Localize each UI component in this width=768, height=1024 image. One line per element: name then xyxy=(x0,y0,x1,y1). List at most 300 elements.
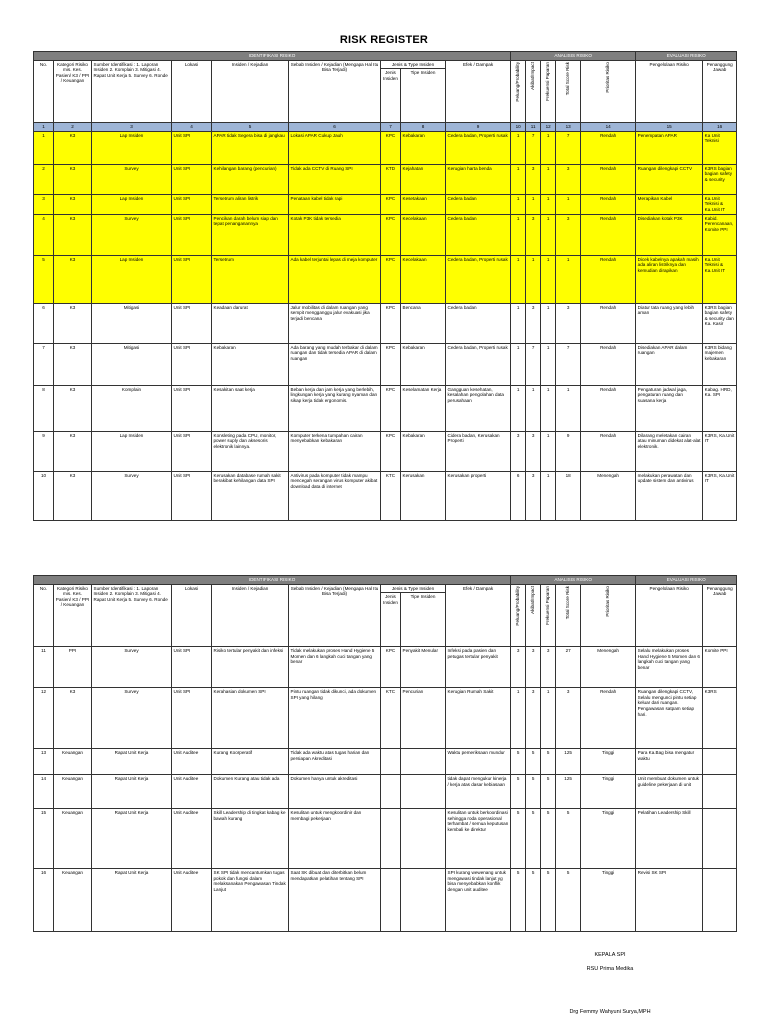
cell-pr: Rendah xyxy=(581,214,636,255)
cell-kat: Keuangan xyxy=(54,775,92,809)
cell-s: 125 xyxy=(556,775,581,809)
column-number: 9 xyxy=(446,123,511,132)
cell-pg: Para Ka.Bag bisa mengatur waktu xyxy=(636,749,703,775)
column-number: 1 xyxy=(34,123,54,132)
cell-lok: Unit SPI xyxy=(172,343,212,385)
cell-pg: Unit membuat dokumen untuk guideline pekerjaan di unit xyxy=(636,775,703,809)
cell-kat: K3 xyxy=(54,255,92,303)
cell-no: 10 xyxy=(34,471,54,520)
header-source: Sumber Identifikasi : 1. Laporan Insiden 2. Komplain 3. Mitigasi 4. Rapat Unit Kerja 5. Survey 6. Ronde xyxy=(92,584,172,647)
cell-pg: Pelatihan Leadership Skill xyxy=(636,809,703,869)
cell-s: 3 xyxy=(556,688,581,749)
table-row xyxy=(34,194,737,214)
header-no: No. xyxy=(34,584,54,647)
header-cause: Sebab Insiden / Kejadian (Mengapa Hal Itu Bisa Terjadi) xyxy=(289,584,381,647)
cell-pj: Kabag. HRD, Ka. SPI xyxy=(703,385,737,431)
cell-src: Rapat Unit Kerja xyxy=(92,809,172,869)
column-number: 8 xyxy=(401,123,446,132)
cell-lok: Unit SPI xyxy=(172,303,212,343)
header-impact-label: Akibat/Impact xyxy=(530,585,536,614)
header-frequency-label: Frekuensi Paparan xyxy=(545,585,551,625)
cell-p: 1 xyxy=(511,164,526,194)
cell-no: 2 xyxy=(34,164,54,194)
cell-pj: K3RS, Ka.Unit IT xyxy=(703,431,737,471)
cell-jenis: KPC xyxy=(381,131,401,164)
cell-ins: Kehilangan barang (pencurian) xyxy=(212,164,289,194)
column-number: 16 xyxy=(703,123,737,132)
cell-s: 3 xyxy=(556,214,581,255)
column-number: 11 xyxy=(526,123,541,132)
cell-a: 5 xyxy=(526,869,541,932)
cell-no: 1 xyxy=(34,131,54,164)
cell-s: 1 xyxy=(556,255,581,303)
cell-ins: Keadaan darurat xyxy=(212,303,289,343)
table-row xyxy=(34,869,737,932)
cell-jenis: KPC xyxy=(381,343,401,385)
cell-kat: K3 xyxy=(54,385,92,431)
cell-efek: Kerugian harta benda xyxy=(446,164,511,194)
cell-s: 18 xyxy=(556,471,581,520)
column-number: 13 xyxy=(556,123,581,132)
cell-f: 1 xyxy=(541,385,556,431)
cell-pg: Ruangan dilengkapi CCTV xyxy=(636,164,703,194)
header-pic: Penanggung Jawab xyxy=(703,60,737,123)
cell-efek: Infeksi pada pasien dan petugas tertular penyakit xyxy=(446,647,511,688)
page-title: RISK REGISTER xyxy=(339,34,429,46)
cell-f: 1 xyxy=(541,303,556,343)
cell-efek: Waktu pemeriksaan mundur xyxy=(446,749,511,775)
cell-f: 1 xyxy=(541,431,556,471)
cell-f: 1 xyxy=(541,194,556,214)
cell-p: 5 xyxy=(511,869,526,932)
header-incident: Insiden / Kejadian xyxy=(212,60,289,123)
cell-jenis: KPC xyxy=(381,255,401,303)
cell-a: 3 xyxy=(526,647,541,688)
header-subtype: Tipe Insiden xyxy=(401,593,446,647)
column-number: 10 xyxy=(511,123,526,132)
cell-jenis: KPC xyxy=(381,214,401,255)
cell-efek: SPI kurang wewenang untuk mengawasi tindak lanjut yg bisa menyebabkan konflik dengan unit auditee xyxy=(446,869,511,932)
cell-src: Mitigasi xyxy=(92,343,172,385)
cell-p: 1 xyxy=(511,688,526,749)
cell-no: 16 xyxy=(34,869,54,932)
cell-p: 1 xyxy=(511,131,526,164)
signature-org: RSU Prima Medika xyxy=(586,966,634,972)
cell-kat: K3 xyxy=(54,214,92,255)
cell-efek: Cedera badan, Properti rusak xyxy=(446,343,511,385)
cell-pg: melakukan perawatan dan update sistem dan antivirus xyxy=(636,471,703,520)
cell-lok: Unit Auditee xyxy=(172,749,212,775)
table-row xyxy=(34,164,737,194)
cell-p: 5 xyxy=(511,775,526,809)
cell-pr: Rendah xyxy=(581,688,636,749)
cell-efek: Kerusakan properti xyxy=(446,471,511,520)
cell-a: 1 xyxy=(526,194,541,214)
risk-register-table-1 xyxy=(33,51,737,521)
cell-f: 5 xyxy=(541,749,556,775)
cell-src: Mitigasi xyxy=(92,303,172,343)
cell-pj: Kabid. Perencanaan, Komite PPI xyxy=(703,214,737,255)
section-evaluation: EVALUASI RISIKO xyxy=(636,52,737,61)
table-row xyxy=(34,688,737,749)
cell-sebab: Tidak melakukan proses Hand Hygiene 5 Momen dan 6 langkah cuci tangan yang benar xyxy=(289,647,381,688)
header-probability xyxy=(511,584,526,647)
cell-ins: Kesakitan saat kerja xyxy=(212,385,289,431)
cell-sebab: Lokasi APAR Cukup Jauh xyxy=(289,131,381,164)
column-number: 6 xyxy=(289,123,381,132)
cell-pg: Selalu melakukan proses Hand Hygiene 5 Momen dan 6 langkah cuci tangan yang benar xyxy=(636,647,703,688)
cell-jenis xyxy=(381,775,401,809)
cell-s: 5 xyxy=(556,869,581,932)
cell-efek: Kerugian Rumah Sakit xyxy=(446,688,511,749)
column-header-row xyxy=(34,584,737,593)
cell-efek: Cidera badan, Kerusakan Properti xyxy=(446,431,511,471)
header-type: Jenis Insiden xyxy=(381,593,401,647)
cell-jenis: KTD xyxy=(381,164,401,194)
cell-a: 5 xyxy=(526,809,541,869)
header-management: Pengelolaan Risiko xyxy=(636,584,703,647)
table-row xyxy=(34,471,737,520)
table-row xyxy=(34,749,737,775)
cell-f: 1 xyxy=(541,131,556,164)
cell-a: 3 xyxy=(526,214,541,255)
cell-pj xyxy=(703,749,737,775)
cell-s: 1 xyxy=(556,194,581,214)
cell-lok: Unit SPI xyxy=(172,194,212,214)
cell-s: 7 xyxy=(556,131,581,164)
cell-a: 5 xyxy=(526,749,541,775)
section-analysis: ANALISIS RISIKO xyxy=(511,52,636,61)
cell-sebab: Kotak P3K tidak tersedia xyxy=(289,214,381,255)
header-type: Jenis Insiden xyxy=(381,69,401,123)
cell-no: 13 xyxy=(34,749,54,775)
cell-src: Lap Insiden xyxy=(92,255,172,303)
header-category: Kategori Risiko mis. Kes. Pasien/ K3 / PPI / Keuangan xyxy=(54,584,92,647)
cell-tipe: Penyakit Menular xyxy=(401,647,446,688)
table-row xyxy=(34,647,737,688)
cell-kat: K3 xyxy=(54,131,92,164)
header-priority-label: Prioritas Risiko xyxy=(605,585,611,617)
cell-pj: K3RS bagian bagian safety & security dan Ka. Kasir xyxy=(703,303,737,343)
cell-pg: Diatur tata ruang yang lebih aman xyxy=(636,303,703,343)
section-evaluation: EVALUASI RISIKO xyxy=(636,576,737,585)
cell-ins: SK SPI tidak mencantumkan tugas pokok dan fungsi dalam melaksanakan Pengawasan Tindak Lanjut xyxy=(212,869,289,932)
section-header-row xyxy=(34,576,737,585)
cell-ins: APAR tidak Segera bisa di jangkau xyxy=(212,131,289,164)
cell-kat: K3 xyxy=(54,471,92,520)
header-probability-label: Peluang/Probability xyxy=(515,585,521,626)
column-header-row xyxy=(34,60,737,69)
cell-ins: Risiko tertular penyakit dan infeksi xyxy=(212,647,289,688)
section-analysis: ANALISIS RISIKO xyxy=(511,576,636,585)
cell-pj: Ka Unit Teknisi xyxy=(703,131,737,164)
cell-s: 3 xyxy=(556,164,581,194)
cell-src: Rapat Unit Kerja xyxy=(92,775,172,809)
cell-jenis: KPC xyxy=(381,431,401,471)
cell-kat: K3 xyxy=(54,164,92,194)
cell-efek: Cedera badan xyxy=(446,303,511,343)
cell-tipe xyxy=(401,749,446,775)
cell-sebab: Beban kerja dan jam kerja yang berlebih, lingkungan kerja yang kurang nyaman dan sikap kerja tidak ergonomis. xyxy=(289,385,381,431)
cell-f: 3 xyxy=(541,647,556,688)
cell-f: 1 xyxy=(541,255,556,303)
header-impact xyxy=(526,60,541,123)
table-row xyxy=(34,303,737,343)
cell-tipe: Keselamatan Kerja xyxy=(401,385,446,431)
cell-f: 1 xyxy=(541,164,556,194)
cell-src: Rapat Unit Kerja xyxy=(92,869,172,932)
cell-pj: Komite PPI xyxy=(703,647,737,688)
cell-sebab: Tidak ada CCTV di Ruang SPI xyxy=(289,164,381,194)
cell-sebab: Dokumen hanya untuk akreditasi xyxy=(289,775,381,809)
cell-pj: Ka.Unit Teknisi & Ka.Unit IT xyxy=(703,194,737,214)
column-number: 2 xyxy=(54,123,92,132)
cell-src: Survey xyxy=(92,647,172,688)
cell-p: 5 xyxy=(511,809,526,869)
cell-kat: Keuangan xyxy=(54,809,92,869)
cell-ins: Pencikan darah belum siap dan tepat penanganannya xyxy=(212,214,289,255)
cell-tipe: Kerusakan xyxy=(401,471,446,520)
section-identification: IDENTIFIKASI RISIKO xyxy=(34,576,511,585)
header-incident: Insiden / Kejadian xyxy=(212,584,289,647)
section-header-row xyxy=(34,52,737,61)
cell-pr: Rendah xyxy=(581,431,636,471)
cell-ins: Kerahasian dokumen SPI xyxy=(212,688,289,749)
cell-src: Rapat Unit Kerja xyxy=(92,749,172,775)
header-type-group: Jenis & Type Insiden xyxy=(381,60,446,69)
cell-lok: Unit SPI xyxy=(172,431,212,471)
cell-jenis xyxy=(381,869,401,932)
cell-no: 14 xyxy=(34,775,54,809)
cell-no: 12 xyxy=(34,688,54,749)
cell-s: 5 xyxy=(556,809,581,869)
table-row xyxy=(34,775,737,809)
cell-sebab: Komputer terkena tumpahan cairan menyebabkan kebakaran xyxy=(289,431,381,471)
cell-p: 1 xyxy=(511,343,526,385)
cell-jenis xyxy=(381,749,401,775)
cell-kat: K3 xyxy=(54,431,92,471)
cell-sebab: Tidak ada waktu atas tugas harian dan persiapan Akreditasi xyxy=(289,749,381,775)
cell-efek: Cedera badan, Properti rusak xyxy=(446,255,511,303)
cell-lok: Unit SPI xyxy=(172,471,212,520)
cell-pg: Pengaturan jadwal jaga, pengaturan ruang dan suasana kerja xyxy=(636,385,703,431)
header-priority-label: Prioritas Risiko xyxy=(605,61,611,93)
cell-s: 125 xyxy=(556,749,581,775)
cell-pr: Rendah xyxy=(581,164,636,194)
cell-s: 3 xyxy=(556,303,581,343)
cell-pg: Disediakan APAR dalam ruangan xyxy=(636,343,703,385)
cell-ins: Tersetrum xyxy=(212,255,289,303)
cell-pj xyxy=(703,809,737,869)
cell-a: 3 xyxy=(526,431,541,471)
table-row xyxy=(34,214,737,255)
cell-no: 4 xyxy=(34,214,54,255)
cell-f: 1 xyxy=(541,343,556,385)
cell-lok: Unit SPI xyxy=(172,164,212,194)
cell-s: 7 xyxy=(556,343,581,385)
cell-jenis: KPC xyxy=(381,385,401,431)
cell-tipe: Pencurian xyxy=(401,688,446,749)
cell-pr: Rendah xyxy=(581,194,636,214)
cell-pj xyxy=(703,775,737,809)
cell-pr: Rendah xyxy=(581,385,636,431)
cell-efek: Cedera badan xyxy=(446,194,511,214)
cell-p: 5 xyxy=(511,749,526,775)
cell-a: 7 xyxy=(526,343,541,385)
cell-sebab: Pintu ruangan tidak dikunci, ada dokumen SPI yang hilang xyxy=(289,688,381,749)
cell-no: 11 xyxy=(34,647,54,688)
cell-sebab: Penataan kabel tidak rapi xyxy=(289,194,381,214)
cell-f: 1 xyxy=(541,471,556,520)
cell-jenis: KPC xyxy=(381,303,401,343)
cell-p: 6 xyxy=(511,471,526,520)
header-frequency xyxy=(541,60,556,123)
header-score-label: Total Score Risk xyxy=(565,585,571,619)
table-row xyxy=(34,343,737,385)
cell-pj: K3RS xyxy=(703,688,737,749)
cell-src: Lap Insiden xyxy=(92,194,172,214)
cell-a: 5 xyxy=(526,775,541,809)
header-category: Kategori Risiko mis. Kes. Pasien/ K3 / PPI / Keuangan xyxy=(54,60,92,123)
cell-src: Lap Insiden xyxy=(92,431,172,471)
column-number: 14 xyxy=(581,123,636,132)
cell-pr: Rendah xyxy=(581,255,636,303)
cell-tipe xyxy=(401,869,446,932)
cell-no: 8 xyxy=(34,385,54,431)
cell-a: 1 xyxy=(526,255,541,303)
header-effect: Efek / Dampak xyxy=(446,584,511,647)
cell-pg: Ruangan dilengkapi CCTV, Selalu mengunci pintu setiap keluar dari ruangan. Pengawasan satpam setiap hari. xyxy=(636,688,703,749)
column-number: 4 xyxy=(172,123,212,132)
header-source: Sumber Identifikasi : 1. Laporan Insiden 2. Komplain 3. Mitigasi 4. Rapat Unit Kerja 5. Survey 6. Ronde xyxy=(92,60,172,123)
section-identification: IDENTIFIKASI RISIKO xyxy=(34,52,511,61)
cell-lok: Unit SPI xyxy=(172,385,212,431)
cell-efek: tidak dapat mengukur kinerja / kerja atas dasar kebiasaan xyxy=(446,775,511,809)
cell-tipe xyxy=(401,775,446,809)
cell-kat: PPI xyxy=(54,647,92,688)
cell-tipe: Kesetakaan xyxy=(401,194,446,214)
header-cause: Sebab Insiden / Kejadian (Mengapa Hal Itu Bisa Terjadi) xyxy=(289,60,381,123)
cell-lok: Unit SPI xyxy=(172,688,212,749)
cell-sebab: Ada barang yang mudah terbakar di dalam ruangan dan tidak tersedia APAR di dalam ruangan xyxy=(289,343,381,385)
cell-src: Lap Insiden xyxy=(92,131,172,164)
header-probability-label: Peluang/Probability xyxy=(515,61,521,102)
column-number: 3 xyxy=(92,123,172,132)
table-row xyxy=(34,809,737,869)
cell-a: 3 xyxy=(526,164,541,194)
header-frequency xyxy=(541,584,556,647)
cell-p: 1 xyxy=(511,385,526,431)
cell-ins: Konsleting pada CPU, monitor, power suply dan aksesoris elektronik lainnya. xyxy=(212,431,289,471)
cell-pj: K3RS bagian bagian safety & security xyxy=(703,164,737,194)
cell-pr: Tinggi xyxy=(581,775,636,809)
cell-pj: K3RS, Ka.Unit IT xyxy=(703,471,737,520)
cell-tipe xyxy=(401,809,446,869)
cell-lok: Unit SPI xyxy=(172,255,212,303)
cell-p: 3 xyxy=(511,431,526,471)
column-number: 5 xyxy=(212,123,289,132)
column-number: 12 xyxy=(541,123,556,132)
cell-no: 15 xyxy=(34,809,54,869)
header-pic: Penanggung Jawab xyxy=(703,584,737,647)
cell-sebab: Antivirus pada komputer tidak mampu mencegah serangan virus komputer akibat download data di internet xyxy=(289,471,381,520)
cell-pg: Merapikan Kabel xyxy=(636,194,703,214)
cell-ins: Kebakaran xyxy=(212,343,289,385)
cell-no: 3 xyxy=(34,194,54,214)
column-number: 15 xyxy=(636,123,703,132)
cell-f: 5 xyxy=(541,869,556,932)
cell-kat: K3 xyxy=(54,688,92,749)
cell-pr: Rendah xyxy=(581,131,636,164)
header-location: Lokasi xyxy=(172,60,212,123)
column-number: 7 xyxy=(381,123,401,132)
header-frequency-label: Frekuensi Paparan xyxy=(545,61,551,101)
cell-efek: Cedera badan xyxy=(446,214,511,255)
cell-lok: Unit SPI xyxy=(172,214,212,255)
cell-sebab: Kesulitan untuk mengkoordinir dan membagi pekerjaan xyxy=(289,809,381,869)
header-impact-label: Akibat/Impact xyxy=(530,61,536,90)
cell-kat: K3 xyxy=(54,194,92,214)
cell-pg: Dilarang meletakan cairan atau minuman didekat alat-alat elektronik. xyxy=(636,431,703,471)
cell-no: 7 xyxy=(34,343,54,385)
table-row xyxy=(34,255,737,303)
cell-p: 1 xyxy=(511,194,526,214)
cell-pr: Tinggi xyxy=(581,869,636,932)
cell-kat: K3 xyxy=(54,303,92,343)
cell-f: 5 xyxy=(541,809,556,869)
header-priority xyxy=(581,60,636,123)
cell-tipe: Kecelakaan xyxy=(401,255,446,303)
column-number-row xyxy=(34,123,737,132)
cell-no: 9 xyxy=(34,431,54,471)
cell-pj: K3RS bidang majemen kebakaran xyxy=(703,343,737,385)
cell-src: Survey xyxy=(92,214,172,255)
cell-lok: Unit Auditee xyxy=(172,869,212,932)
cell-ins: Skill Leadership di tingkat kabag ke bawah kurang xyxy=(212,809,289,869)
cell-lok: Unit Auditee xyxy=(172,775,212,809)
header-score xyxy=(556,584,581,647)
cell-kat: K3 xyxy=(54,343,92,385)
signature-name: Drg Femmy Wahyuni Surya,MPH xyxy=(569,1009,651,1015)
cell-pr: Rendah xyxy=(581,303,636,343)
cell-a: 3 xyxy=(526,688,541,749)
table-row xyxy=(34,131,737,164)
cell-s: 1 xyxy=(556,385,581,431)
cell-p: 3 xyxy=(511,647,526,688)
cell-p: 1 xyxy=(511,255,526,303)
header-management: Pengelolaan Risiko xyxy=(636,60,703,123)
cell-f: 1 xyxy=(541,214,556,255)
cell-efek: Cedera badan, Properti rusak xyxy=(446,131,511,164)
cell-ins: Tersetrum aliran listrik xyxy=(212,194,289,214)
header-subtype: Tipe Insiden xyxy=(401,69,446,123)
header-probability xyxy=(511,60,526,123)
cell-jenis xyxy=(381,809,401,869)
cell-s: 9 xyxy=(556,431,581,471)
cell-f: 5 xyxy=(541,775,556,809)
cell-sebab: Saat SK dibuat dan diterbitkan belum mendapatkan pelatihan tentang SPI xyxy=(289,869,381,932)
cell-p: 1 xyxy=(511,303,526,343)
cell-sebab: Ada kabel terjuntai lepas di meja komputer xyxy=(289,255,381,303)
cell-no: 5 xyxy=(34,255,54,303)
cell-s: 27 xyxy=(556,647,581,688)
header-type-group: Jenis & Type Insiden xyxy=(381,584,446,593)
signature-title: KEPALA SPI xyxy=(594,952,626,958)
cell-ins: Kerusakan database rumah sakit berakibat kehilangan data SPI xyxy=(212,471,289,520)
cell-pg: Dicek kabelnya apakah masih ada aliran listriknya dan kemudian dirapikan xyxy=(636,255,703,303)
table-row xyxy=(34,385,737,431)
table-row xyxy=(34,431,737,471)
